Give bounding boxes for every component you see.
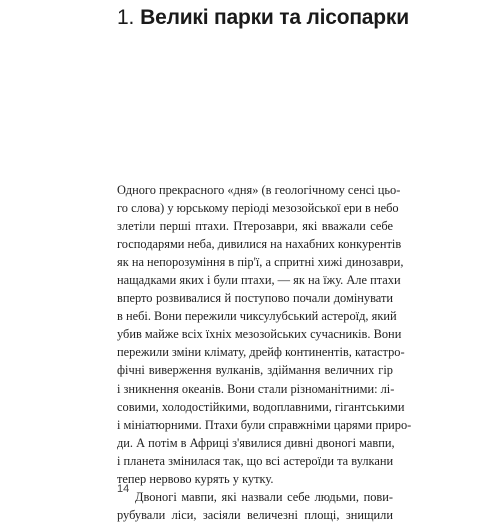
text-line-12: і зникнення океанів. Вони стали різноманітними: лі- (117, 381, 395, 396)
text-line-16: і планета змінилася так, що всі астероїди та вулкани (117, 453, 394, 468)
text-line-15: ди. А потім в Африці з'явилися дивні двоногі мавпи, (117, 435, 395, 450)
text-line-14: і мініатюрними. Птахи були справжніми царями приро- (117, 417, 412, 432)
chapter-heading (117, 5, 409, 31)
text-line-6: нащадками яких і були птахи, — як на їжу. Але птахи (117, 273, 401, 288)
text-line-19: рубували ліси, засіяли величезні площі, знищили (117, 507, 393, 522)
body-text (117, 181, 412, 524)
chapter-number: 1. (117, 6, 135, 29)
text-line-5: як на непорозуміння в пір'ї, а спритні хижі динозаври, (117, 255, 404, 270)
chapter-title: Великі парки та лісопарки (140, 6, 409, 29)
text-line-7: вперто розвивалися й поступово почали домінувати (117, 291, 393, 306)
text-line-11: фічні виверження вулканів, здіймання величних гір (117, 363, 393, 378)
text-line-9: убив майже всіх їхніх мезозойських сучасників. Вони (117, 327, 402, 342)
text-line-10: пережили зміни клімату, дрейф континентів, катастро- (117, 345, 405, 360)
text-line-8: в небі. Вони пережили чиксулубський астероїд, який (117, 309, 397, 324)
text-line-17: тепер нервово курять у кутку. (117, 471, 274, 486)
text-line-3: злетіли перші птахи. Птерозаври, які вважали себе (117, 219, 393, 234)
text-line-13: совими, холодостійкими, водоплавними, гігантськими (117, 399, 405, 414)
page-number: 14 (117, 483, 130, 495)
text-line-4: господарями неба, дивилися на нахабних конкурентів (117, 237, 402, 252)
text-line-1: Одного прекрасного «дня» (в геологічному сенсі цьо- (117, 183, 401, 197)
text-line-18: Двоногі мавпи, які назвали себе людьми, пови- (135, 489, 393, 504)
text-line-2: го слова) у юрському періоді мезозойської ери в небо (117, 201, 399, 216)
